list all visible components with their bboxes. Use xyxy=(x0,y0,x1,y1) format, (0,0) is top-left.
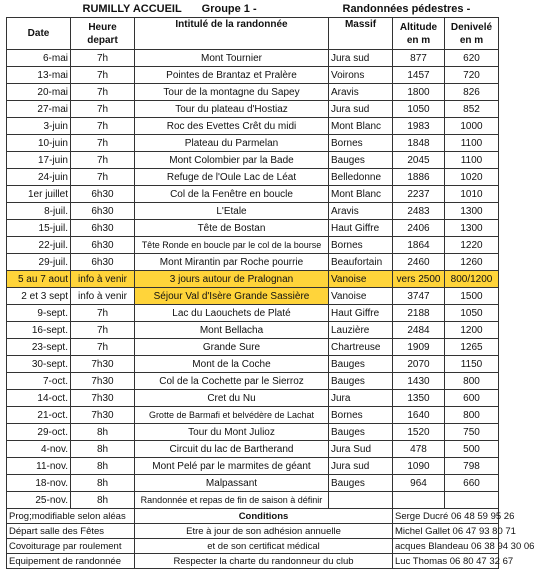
cell-time: 6h30 xyxy=(71,203,135,220)
footer-left: Equipement de randonnée xyxy=(7,554,135,569)
cell-time: 7h xyxy=(71,84,135,101)
cell-date: 25-nov. xyxy=(7,492,71,509)
cell-time: 6h30 xyxy=(71,186,135,203)
cell-name: Lac du Laouchets de Platé xyxy=(135,305,329,322)
cell-date: 29-oct. xyxy=(7,424,71,441)
cell-altitude: 478 xyxy=(393,441,445,458)
title-row xyxy=(7,1,499,18)
cell-date: 13-mai xyxy=(7,67,71,84)
cell-massif: Bauges xyxy=(329,356,393,373)
footer-row xyxy=(7,554,499,569)
cell-name: Mont de la Coche xyxy=(135,356,329,373)
header-altitude xyxy=(393,18,445,50)
cell-time: 8h xyxy=(71,441,135,458)
table-row xyxy=(7,203,499,220)
footer-conditions-heading: Conditions xyxy=(135,509,393,524)
footer-left: Covoiturage par roulement xyxy=(7,539,135,554)
cell-massif: Bauges xyxy=(329,475,393,492)
cell-massif: Jura sud xyxy=(329,101,393,118)
cell-elevation: 1000 xyxy=(445,118,499,135)
cell-massif: Belledonne xyxy=(329,169,393,186)
table-row xyxy=(7,424,499,441)
cell-name: Mont Tournier xyxy=(135,50,329,67)
cell-name: Tête Ronde en boucle par le col de la bourse xyxy=(135,237,329,254)
table-row xyxy=(7,271,499,288)
cell-massif: Jura Sud xyxy=(329,441,393,458)
cell-time: 8h xyxy=(71,492,135,509)
cell-time: 7h xyxy=(71,135,135,152)
cell-name: Mont Colombier par la Bade xyxy=(135,152,329,169)
cell-massif: Mont Blanc xyxy=(329,118,393,135)
table-row xyxy=(7,356,499,373)
cell-elevation: 1500 xyxy=(445,288,499,305)
header-altitude-line1: Altitude xyxy=(399,21,438,33)
cell-altitude: 1640 xyxy=(393,407,445,424)
cell-altitude: 1050 xyxy=(393,101,445,118)
cell-date: 16-sept. xyxy=(7,322,71,339)
cell-time: 8h xyxy=(71,475,135,492)
cell-elevation: 1200 xyxy=(445,322,499,339)
cell-altitude: 1864 xyxy=(393,237,445,254)
cell-time: 6h30 xyxy=(71,254,135,271)
cell-massif: Bauges xyxy=(329,373,393,390)
table-row xyxy=(7,135,499,152)
cell-elevation: 1020 xyxy=(445,169,499,186)
cell-name: Grande Sure xyxy=(135,339,329,356)
cell-altitude: 1090 xyxy=(393,458,445,475)
cell-time: 7h xyxy=(71,339,135,356)
header-elevation-line1: Denivelé xyxy=(450,21,493,33)
cell-elevation: 1220 xyxy=(445,237,499,254)
cell-altitude: 1350 xyxy=(393,390,445,407)
cell-date: 23-sept. xyxy=(7,339,71,356)
cell-date: 29-juil. xyxy=(7,254,71,271)
cell-elevation: 800 xyxy=(445,407,499,424)
cell-massif: Jura sud xyxy=(329,50,393,67)
cell-altitude: 2460 xyxy=(393,254,445,271)
cell-name: Mont Mirantin par Roche pourrie xyxy=(135,254,329,271)
cell-date: 4-nov. xyxy=(7,441,71,458)
cell-time: 7h30 xyxy=(71,356,135,373)
cell-altitude: 2237 xyxy=(393,186,445,203)
table-row xyxy=(7,118,499,135)
table-row xyxy=(7,84,499,101)
cell-altitude: 1520 xyxy=(393,424,445,441)
table-row xyxy=(7,390,499,407)
table-row xyxy=(7,220,499,237)
cell-massif: Bornes xyxy=(329,135,393,152)
cell-name: Plateau du Parmelan xyxy=(135,135,329,152)
cell-name: Circuit du lac de Bartherand xyxy=(135,441,329,458)
table-row xyxy=(7,305,499,322)
cell-name: Col de la Fenêtre en boucle xyxy=(135,186,329,203)
group-label: Groupe 1 - xyxy=(201,2,257,15)
cell-massif: Jura sud xyxy=(329,458,393,475)
cell-altitude: 1800 xyxy=(393,84,445,101)
cell-time: 7h30 xyxy=(71,390,135,407)
cell-date: 11-nov. xyxy=(7,458,71,475)
cell-massif: Mont Blanc xyxy=(329,186,393,203)
cell-name: Tête de Bostan xyxy=(135,220,329,237)
cell-elevation: 1300 xyxy=(445,220,499,237)
table-row xyxy=(7,339,499,356)
cell-elevation: 600 xyxy=(445,390,499,407)
cell-elevation: 500 xyxy=(445,441,499,458)
table-row xyxy=(7,101,499,118)
footer-contact: Michel Gallet 06 47 93 80 71 xyxy=(393,524,499,539)
cell-altitude: 1886 xyxy=(393,169,445,186)
cell-name: Tour de la montagne du Sapey xyxy=(135,84,329,101)
cell-elevation: 1265 xyxy=(445,339,499,356)
cell-elevation: 800/1200 xyxy=(445,271,499,288)
header-time-line2: depart xyxy=(87,34,118,46)
cell-massif: Haut Giffre xyxy=(329,305,393,322)
cell-time: 7h xyxy=(71,322,135,339)
cell-elevation: 852 xyxy=(445,101,499,118)
cell-altitude: 2070 xyxy=(393,356,445,373)
table-row xyxy=(7,288,499,305)
cell-name: 3 jours autour de Pralognan xyxy=(135,271,329,288)
cell-name: Grotte de Barmafi et belvédère de Lachat xyxy=(135,407,329,424)
table-row xyxy=(7,50,499,67)
cell-name: Mont Bellacha xyxy=(135,322,329,339)
cell-date: 18-nov. xyxy=(7,475,71,492)
cell-time: 7h30 xyxy=(71,407,135,424)
table-row xyxy=(7,492,499,509)
cell-date: 15-juil. xyxy=(7,220,71,237)
header-row xyxy=(7,18,499,50)
cell-altitude: 2045 xyxy=(393,152,445,169)
footer-contact: Luc Thomas 06 80 47 32 67 xyxy=(393,554,499,569)
cell-massif: Aravis xyxy=(329,203,393,220)
cell-elevation: 1260 xyxy=(445,254,499,271)
table-row xyxy=(7,322,499,339)
footer-contact: acques Blandeau 06 38 94 30 06 xyxy=(393,539,499,554)
footer-condition: Etre à jour de son adhésion annuelle xyxy=(135,524,393,539)
cell-elevation: 1050 xyxy=(445,305,499,322)
cell-massif: Jura xyxy=(329,390,393,407)
cell-elevation: 750 xyxy=(445,424,499,441)
header-massif: Massif xyxy=(329,18,393,50)
table-row xyxy=(7,237,499,254)
table-row xyxy=(7,186,499,203)
cell-elevation: 826 xyxy=(445,84,499,101)
cell-date: 9-sept. xyxy=(7,305,71,322)
cell-time: 7h xyxy=(71,169,135,186)
cell-altitude: 2483 xyxy=(393,203,445,220)
cell-elevation: 1100 xyxy=(445,152,499,169)
table-row xyxy=(7,458,499,475)
cell-elevation: 660 xyxy=(445,475,499,492)
club-name: RUMILLY ACCUEIL xyxy=(82,2,182,15)
cell-altitude: 964 xyxy=(393,475,445,492)
cell-altitude: vers 2500 xyxy=(393,271,445,288)
cell-elevation: 720 xyxy=(445,67,499,84)
table-row xyxy=(7,373,499,390)
table-row xyxy=(7,67,499,84)
cell-time: 7h30 xyxy=(71,373,135,390)
cell-massif: Bauges xyxy=(329,424,393,441)
cell-time: 7h xyxy=(71,101,135,118)
cell-massif: Vanoise xyxy=(329,288,393,305)
cell-date: 17-juin xyxy=(7,152,71,169)
footer-condition: et de son certificat médical xyxy=(135,539,393,554)
cell-date: 30-sept. xyxy=(7,356,71,373)
cell-elevation: 1300 xyxy=(445,203,499,220)
header-time xyxy=(71,18,135,50)
cell-massif: Haut Giffre xyxy=(329,220,393,237)
cell-name: Col de la Cochette par le Sierroz xyxy=(135,373,329,390)
cell-massif: Chartreuse xyxy=(329,339,393,356)
header-altitude-line2: en m xyxy=(406,34,431,46)
header-time-line1: Heure xyxy=(88,21,117,33)
cell-date: 1er juillet xyxy=(7,186,71,203)
footer-row xyxy=(7,539,499,554)
footer-row xyxy=(7,509,499,524)
cell-name: Randonnée et repas de fin de saison à définir xyxy=(135,492,329,509)
footer-condition: Respecter la charte du randonneur du club xyxy=(135,554,393,569)
footer-row xyxy=(7,524,499,539)
cell-time: info à venir xyxy=(71,271,135,288)
cell-elevation: 800 xyxy=(445,373,499,390)
header-elevation-line2: en m xyxy=(459,34,484,46)
cell-altitude: 1430 xyxy=(393,373,445,390)
cell-time: 7h xyxy=(71,118,135,135)
cell-date: 5 au 7 aout xyxy=(7,271,71,288)
cell-altitude: 1909 xyxy=(393,339,445,356)
cell-name: Tour du plateau d'Hostiaz xyxy=(135,101,329,118)
cell-date: 10-juin xyxy=(7,135,71,152)
cell-altitude: 2406 xyxy=(393,220,445,237)
hike-schedule-table xyxy=(6,1,534,569)
cell-name: Roc des Evettes Crêt du midi xyxy=(135,118,329,135)
table-row xyxy=(7,254,499,271)
cell-date: 21-oct. xyxy=(7,407,71,424)
cell-date: 2 et 3 sept xyxy=(7,288,71,305)
cell-name: Pointes de Brantaz et Pralère xyxy=(135,67,329,84)
cell-elevation: 1100 xyxy=(445,135,499,152)
cell-time: 7h xyxy=(71,152,135,169)
cell-date: 14-oct. xyxy=(7,390,71,407)
cell-date: 22-juil. xyxy=(7,237,71,254)
cell-name: Tour du Mont Julioz xyxy=(135,424,329,441)
footer-left: Prog;modifiable selon aléas xyxy=(7,509,135,524)
cell-name: Séjour Val d'Isère Grande Sassière xyxy=(135,288,329,305)
cell-name: Cret du Nu xyxy=(135,390,329,407)
footer-left: Départ salle des Fêtes xyxy=(7,524,135,539)
cell-time: 8h xyxy=(71,424,135,441)
cell-massif: Beaufortain xyxy=(329,254,393,271)
header-date: Date xyxy=(7,18,71,50)
cell-altitude: 3747 xyxy=(393,288,445,305)
cell-massif: Voirons xyxy=(329,67,393,84)
cell-name: Malpassant xyxy=(135,475,329,492)
cell-date: 6-mai xyxy=(7,50,71,67)
cell-massif: Lauzière xyxy=(329,322,393,339)
cell-time: info à venir xyxy=(71,288,135,305)
table-row xyxy=(7,169,499,186)
cell-name: L'Etale xyxy=(135,203,329,220)
cell-date: 3-juin xyxy=(7,118,71,135)
cell-name: Refuge de l'Oule Lac de Léat xyxy=(135,169,329,186)
cell-time: 7h xyxy=(71,305,135,322)
hike-schedule-sheet xyxy=(6,1,534,569)
cell-massif: Bornes xyxy=(329,407,393,424)
header-elevation xyxy=(445,18,499,50)
cell-altitude: 1983 xyxy=(393,118,445,135)
cell-massif xyxy=(329,492,393,509)
cell-altitude: 2188 xyxy=(393,305,445,322)
activity-label: Randonnées pédestres - xyxy=(329,1,499,18)
cell-name: Mont Pelé par le marmites de géant xyxy=(135,458,329,475)
cell-altitude: 2484 xyxy=(393,322,445,339)
header-name: Intitulé de la randonnée xyxy=(135,18,329,50)
cell-elevation: 620 xyxy=(445,50,499,67)
cell-date: 27-mai xyxy=(7,101,71,118)
cell-date: 8-juil. xyxy=(7,203,71,220)
footer-contact: Serge Ducré 06 48 59 95 26 xyxy=(393,509,499,524)
cell-elevation xyxy=(445,492,499,509)
cell-massif: Bauges xyxy=(329,152,393,169)
cell-altitude xyxy=(393,492,445,509)
cell-date: 7-oct. xyxy=(7,373,71,390)
cell-massif: Vanoise xyxy=(329,271,393,288)
cell-time: 6h30 xyxy=(71,237,135,254)
cell-altitude: 1457 xyxy=(393,67,445,84)
cell-elevation: 798 xyxy=(445,458,499,475)
cell-date: 24-juin xyxy=(7,169,71,186)
cell-altitude: 1848 xyxy=(393,135,445,152)
cell-altitude: 877 xyxy=(393,50,445,67)
cell-date: 20-mai xyxy=(7,84,71,101)
cell-time: 7h xyxy=(71,67,135,84)
table-row xyxy=(7,475,499,492)
table-row xyxy=(7,152,499,169)
cell-time: 8h xyxy=(71,458,135,475)
table-row xyxy=(7,407,499,424)
table-row xyxy=(7,441,499,458)
cell-time: 6h30 xyxy=(71,220,135,237)
cell-elevation: 1150 xyxy=(445,356,499,373)
cell-elevation: 1010 xyxy=(445,186,499,203)
cell-time: 7h xyxy=(71,50,135,67)
cell-massif: Bornes xyxy=(329,237,393,254)
cell-massif: Aravis xyxy=(329,84,393,101)
